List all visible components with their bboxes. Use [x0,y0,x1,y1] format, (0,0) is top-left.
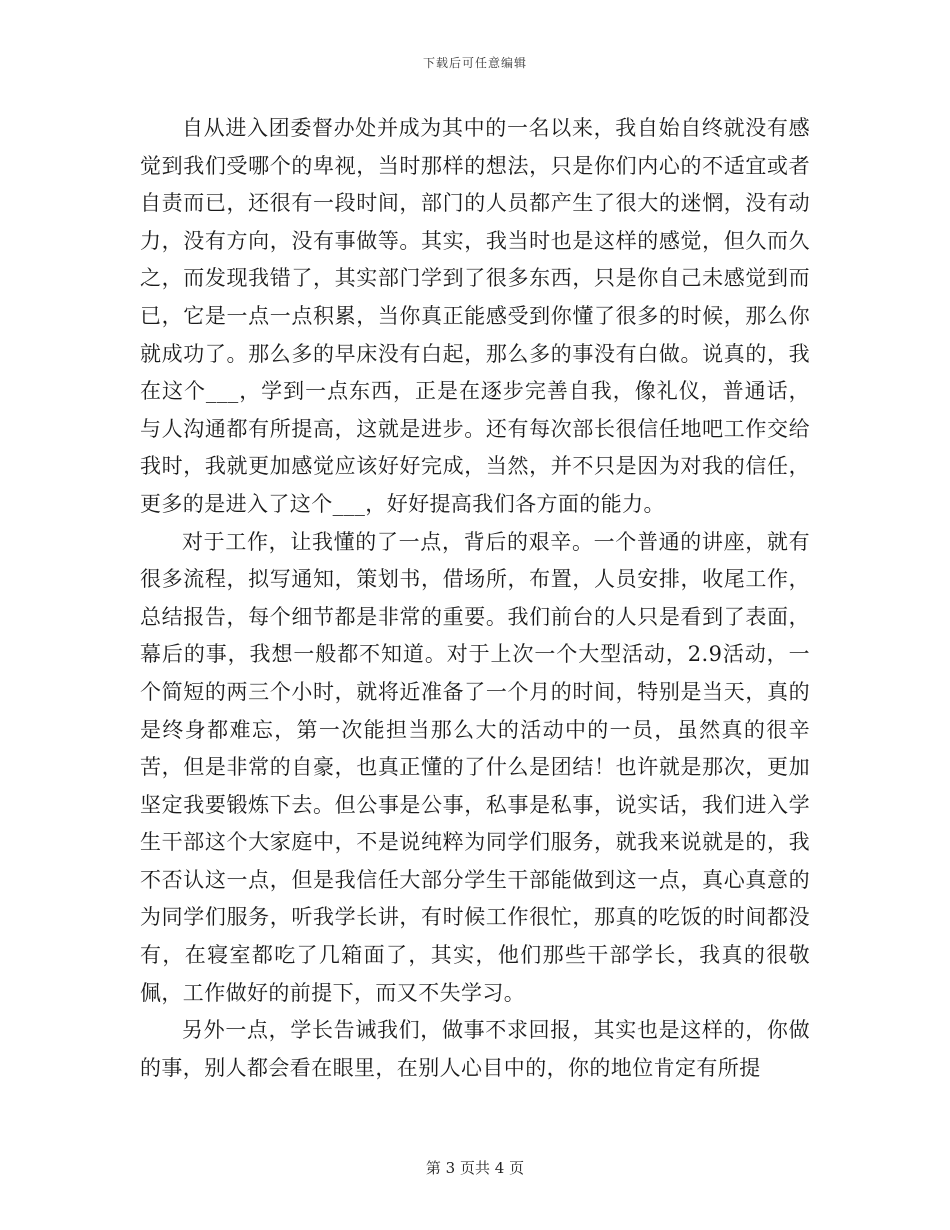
page-header: 下载后可任意编辑 [422,56,527,70]
page-number-footer: 第 3 页共 4 页 [425,1159,525,1177]
document-body [140,110,810,1087]
paragraph-2: 对于工作，让我懂的了一点，背后的艰辛。一个普通的讲座，就有很多流程，拟写通知，策划书，借场所，布置，人员安排，收尾工作，总结报告，每个细节都是非常的重要。我们前台的人只是看到了表面，幕后的事，我想一般都不知道。对于上次一个大型活动，2.9活动，一个简短的两三个小时，就将近准备了一个月的时间，特别是当天，真的是终身都难忘，第一次能担当那么大的活动中的一员，虽然真的很辛苦，但是非常的自豪，也真正懂的了什么是团结！也许就是那次，更加坚定我要锻炼下去。但公事是公事，私事是私事，说实话，我们进入学生干部这个大家庭中，不是说纯粹为同学们服务，就我来说就是的，我不否认这一点，但是我信任大部分学生干部能做到这一点，真心真意的为同学们服务，听我学长讲，有时候工作很忙，那真的吃饭的时间都没有，在寝室都吃了几箱面了，其实，他们那些干部学长，我真的很敬佩，工作做好的前提下，而又不失学习。 [140,529,810,1005]
paragraph-3: 另外一点，学长告诫我们，做事不求回报，其实也是这样的，你做的事，别人都会看在眼里，在别人心目中的，你的地位肯定有所提 [140,1018,810,1080]
paragraph-1: 自从进入团委督办处并成为其中的一名以来，我自始自终就没有感觉到我们受哪个的卑视，当时那样的想法，只是你们内心的不适宜或者自责而已，还很有一段时间，部门的人员都产生了很大的迷惘，没有动力，没有方向，没有事做等。其实，我当时也是这样的感觉，但久而久之，而发现我错了，其实部门学到了很多东西，只是你自己未感觉到而已，它是一点一点积累，当你真正能感受到你懂了很多的时候，那么你就成功了。那么多的早床没有白起，那么多的事没有白做。说真的，我在这个___，学到一点东西，正是在逐步完善自我，像礼仪，普通话，与人沟通都有所提高，这就是进步。还有每次部长很信任地吧工作交给我时，我就更加感觉应该好好完成，当然，并不只是因为对我的信任，更多的是进入了这个___，好好提高我们各方面的能力。 [140,116,810,516]
